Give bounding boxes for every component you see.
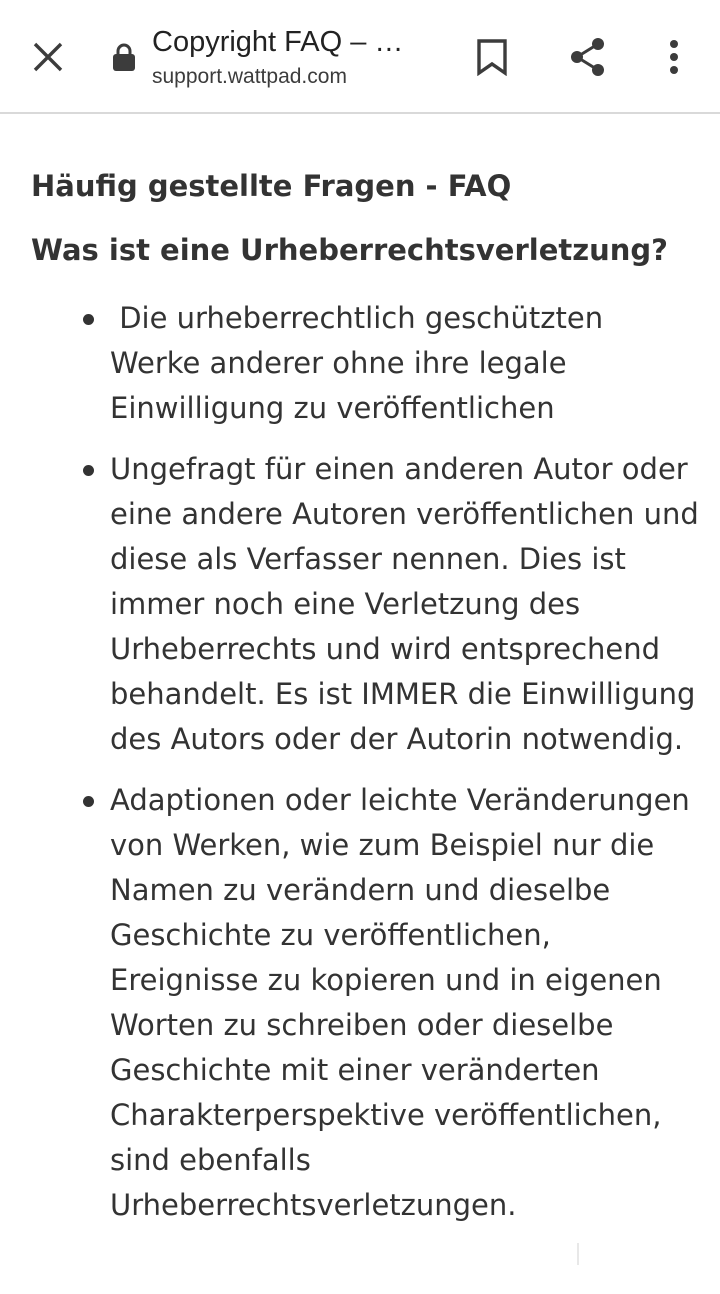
- list-item: [31, 447, 701, 762]
- faq-list: [31, 296, 701, 1228]
- close-icon: [32, 41, 64, 73]
- close-button[interactable]: [18, 27, 78, 87]
- bullet-icon: [83, 465, 94, 476]
- bullet-icon: [83, 796, 94, 807]
- bullet-icon: [83, 314, 94, 325]
- bookmark-button[interactable]: [462, 27, 522, 87]
- lock-icon: [112, 42, 136, 72]
- list-item-text: Adaptionen oder leichte Veränderungen von Werken, wie zum Beispiel nur die Namen zu verändern und dieselbe Geschichte zu veröffentlichen, Ereignisse zu kopieren und in eigenen Worten zu schreiben oder dieselbe Geschichte mit einer veränderten Charakterperspektive veröffentlichen, sind ebenfalls Urheberrechtsverletzungen.: [110, 783, 690, 1222]
- list-item-text: Die urheberrechtlich geschützten Werke anderer ohne ihre legale Einwilligung zu veröffentlichen: [110, 301, 613, 425]
- more-options-button[interactable]: [644, 27, 704, 87]
- share-button[interactable]: [558, 27, 618, 87]
- bookmark-icon: [476, 38, 508, 76]
- article-content: [31, 160, 701, 1244]
- browser-toolbar: [0, 0, 720, 114]
- share-icon: [568, 36, 608, 78]
- text-cursor-mark: [577, 1243, 579, 1265]
- more-vert-icon: [668, 39, 680, 75]
- address-bar[interactable]: [152, 22, 442, 92]
- list-item: [31, 778, 701, 1228]
- faq-heading: Häufig gestellte Fragen - FAQ: [31, 169, 512, 203]
- page-title: Copyright FAQ – …: [152, 26, 404, 58]
- list-item: [31, 296, 701, 431]
- question-heading: Was ist eine Urheberrechtsverletzung?: [31, 233, 668, 267]
- list-item-text: Ungefragt für einen anderen Autor oder eine andere Autoren veröffentlichen und diese als Verfasser nennen. Dies ist immer noch eine Verletzung des Urheberrechts und wird entsprechend behandelt. Es ist IMMER die Einwilligung des Autors oder der Autorin notwendig.: [110, 452, 699, 756]
- page-url: support.wattpad.com: [152, 65, 347, 88]
